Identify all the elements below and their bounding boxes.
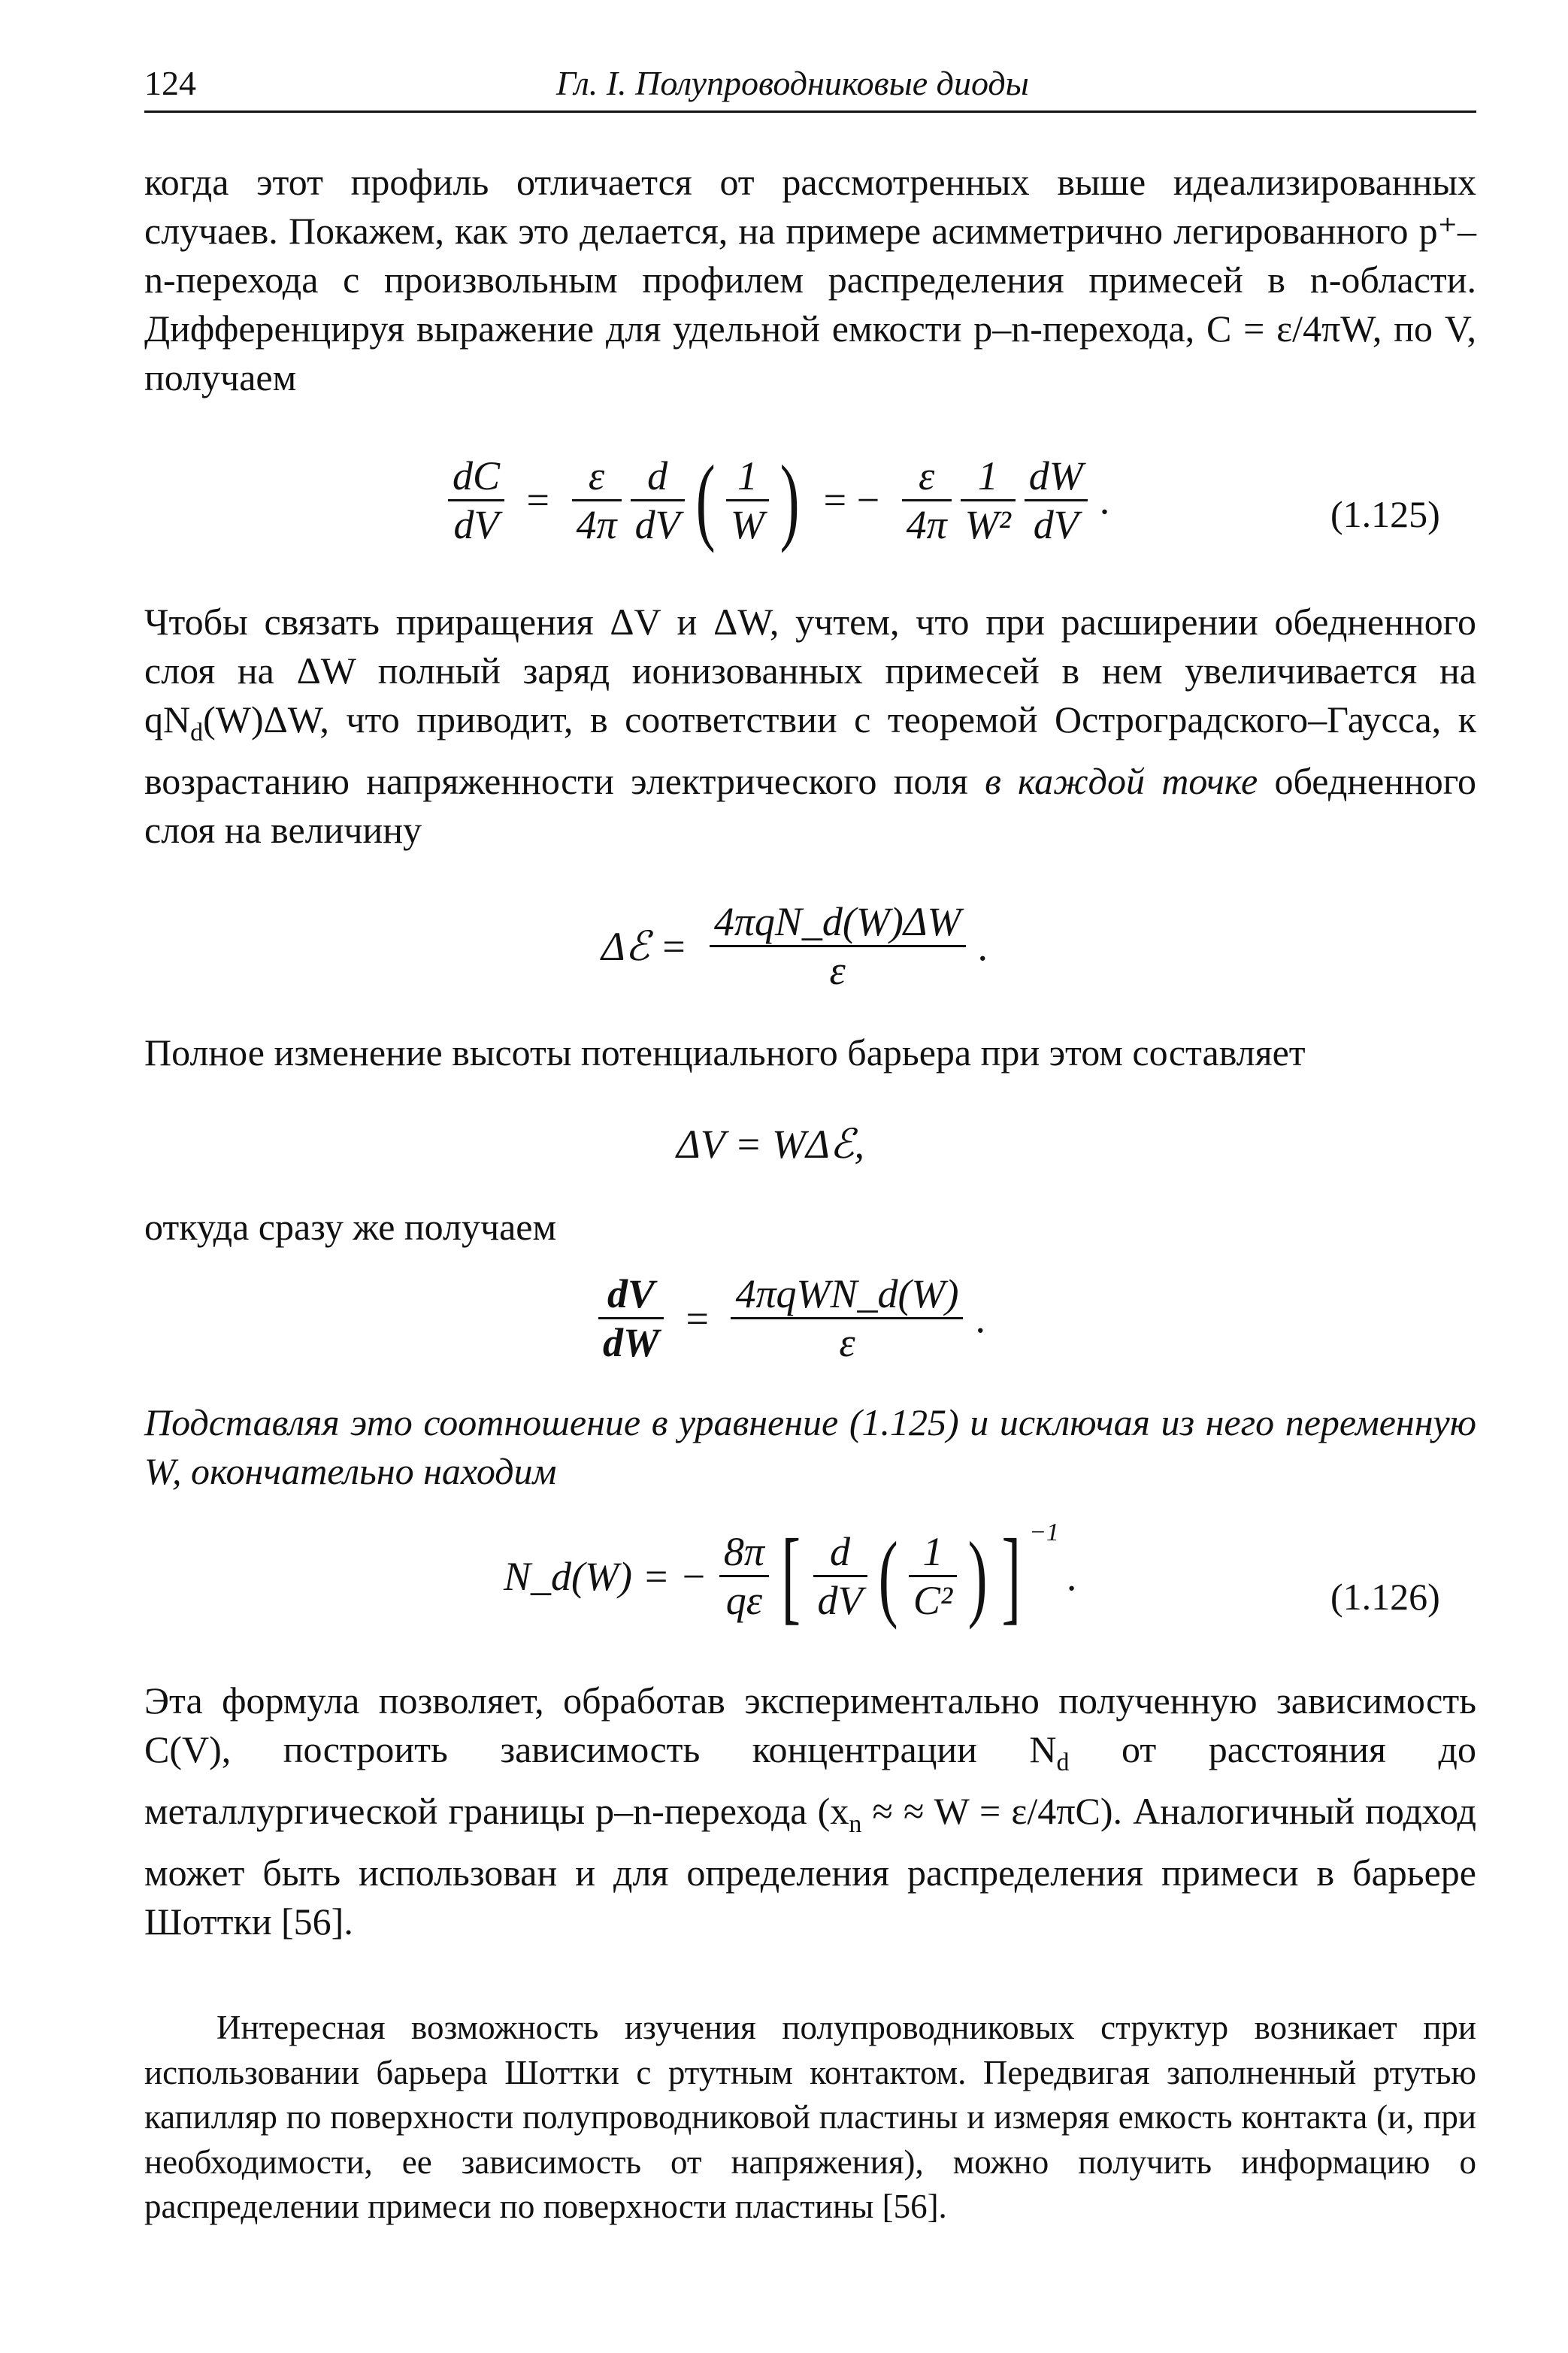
eq1-frac-dw-dv: $\frac{dW}{dV}$ <box>1025 453 1088 548</box>
paragraph-7-small-print: Интересная возможность изучения полупроводниковых структур возникает при использовании барьера Шоттки с ртутным контактом. Передвигая заполненный ртутью капилляр по поверхности полупроводниковой пластины и измеряя емкость контакта (и, при необходимости, ее зависимость от напряжения), можно получить информацию о распределении примеси по поверхности пластины [56]. <box>144 2009 1476 2225</box>
emphasis-every-point: в каждой точке <box>985 760 1258 802</box>
paragraph-4: откуда сразу же получаем <box>144 1206 557 1248</box>
eq1-lhs: $\frac{dC}{dV}$ <box>448 453 504 548</box>
equation-1-125: $\frac{dC}{dV}$ = $\frac{\varepsilon}{4\pi}$ $\frac{d}{dV}$ ( $\frac{1}{W}$ ) = − $\frac{\varepsilon}{4\pi}$ $\frac{1}{\text{W²}}$ $\frac{dW}{dV}$ . <box>443 451 1117 549</box>
chapter-title: Гл. I. Полупроводниковые диоды <box>556 64 1029 102</box>
paragraph-5: Подставляя это соотношение в уравнение (1.125) и исключая из него переменную W, окончательно находим <box>144 1401 1476 1492</box>
paragraph-2: Чтобы связать приращения ΔV и ΔW, учтем, что при расширении обедненного слоя на ΔW полный заряд ионизованных примесей в нем увеличивается на $qN_d(W)\Delta W$, что приводит, в соответствии с теоремой Остроградского–Гаусса, к возрастанию напряженности электрического поля в каждой точке обедненного слоя на величину <box>144 601 1476 851</box>
paragraph-1-text: когда этот профиль отличается от рассмотренных выше идеализированных случаев. Покажем, как это делается, на примере асимметрично легированного p⁺–n-перехода с произвольным профилем распределения примесей в n-области. Дифференцируя выражение для удельной емкости p–n-перехода, C = ε/4πW, по V, получаем <box>144 161 1476 398</box>
equation-delta-v: ΔV = WΔℰ, <box>677 1122 865 1167</box>
equation-dv-dw: $\frac{dV}{dW}$ = $\frac{\text{4πqWN\_d(W)}}{\varepsilon}$ . <box>594 1270 993 1366</box>
eq1-frac-d-dv: $\frac{d}{dV}$ <box>631 453 685 548</box>
eq1-frac-1-w: $\frac{1}{W}$ <box>726 453 769 548</box>
paragraph-6: Эта формула позволяет, обработав экспериментально полученную зависимость C(V), построить зависимость концентрации $N_d$ от расстояния до металлургической границы p–n-перехода ($x_n$ ≈ ≈ W = ε/4πC). Аналогичный подход может быть использован и для определения распределения примеси в барьере Шоттки [56]. <box>144 1679 1476 1943</box>
equation-1-126: N_d(W) = − $\frac{8\pi}{q\varepsilon}$ [ $\frac{d}{dV}$ ( $\frac{1}{\text{C²}}$ ) ] $^{-1}$. <box>504 1517 1077 1634</box>
equation-number-1-125: (1.125) <box>1330 493 1440 535</box>
paragraph-2-text: Чтобы связать приращения ΔV и ΔW, учтем, что при расширении обедненного слоя на ΔW полный заряд ионизованных примесей в нем увеличивается на qN <box>144 601 1476 740</box>
eq1-frac-eps-4pi: $\frac{\varepsilon}{4\pi}$ <box>572 453 622 548</box>
equation-delta-e: Δℰ = $\frac{\text{4πqN\_d(W)ΔW}}{\varepsilon}$ . <box>601 899 988 993</box>
equation-number-1-126: (1.126) <box>1330 1576 1440 1618</box>
paragraph-1 <box>144 158 1476 402</box>
header-rule <box>144 111 1476 113</box>
eq1-frac-1-w2: $\frac{1}{\text{W²}}$ <box>961 453 1016 548</box>
page-number: 124 <box>144 64 196 102</box>
paragraph-3: Полное изменение высоты потенциального барьера при этом составляет <box>144 1031 1306 1074</box>
eq1-frac-eps-4pi-2: $\frac{\varepsilon}{4\pi}$ <box>902 453 952 548</box>
running-header <box>144 63 1476 113</box>
